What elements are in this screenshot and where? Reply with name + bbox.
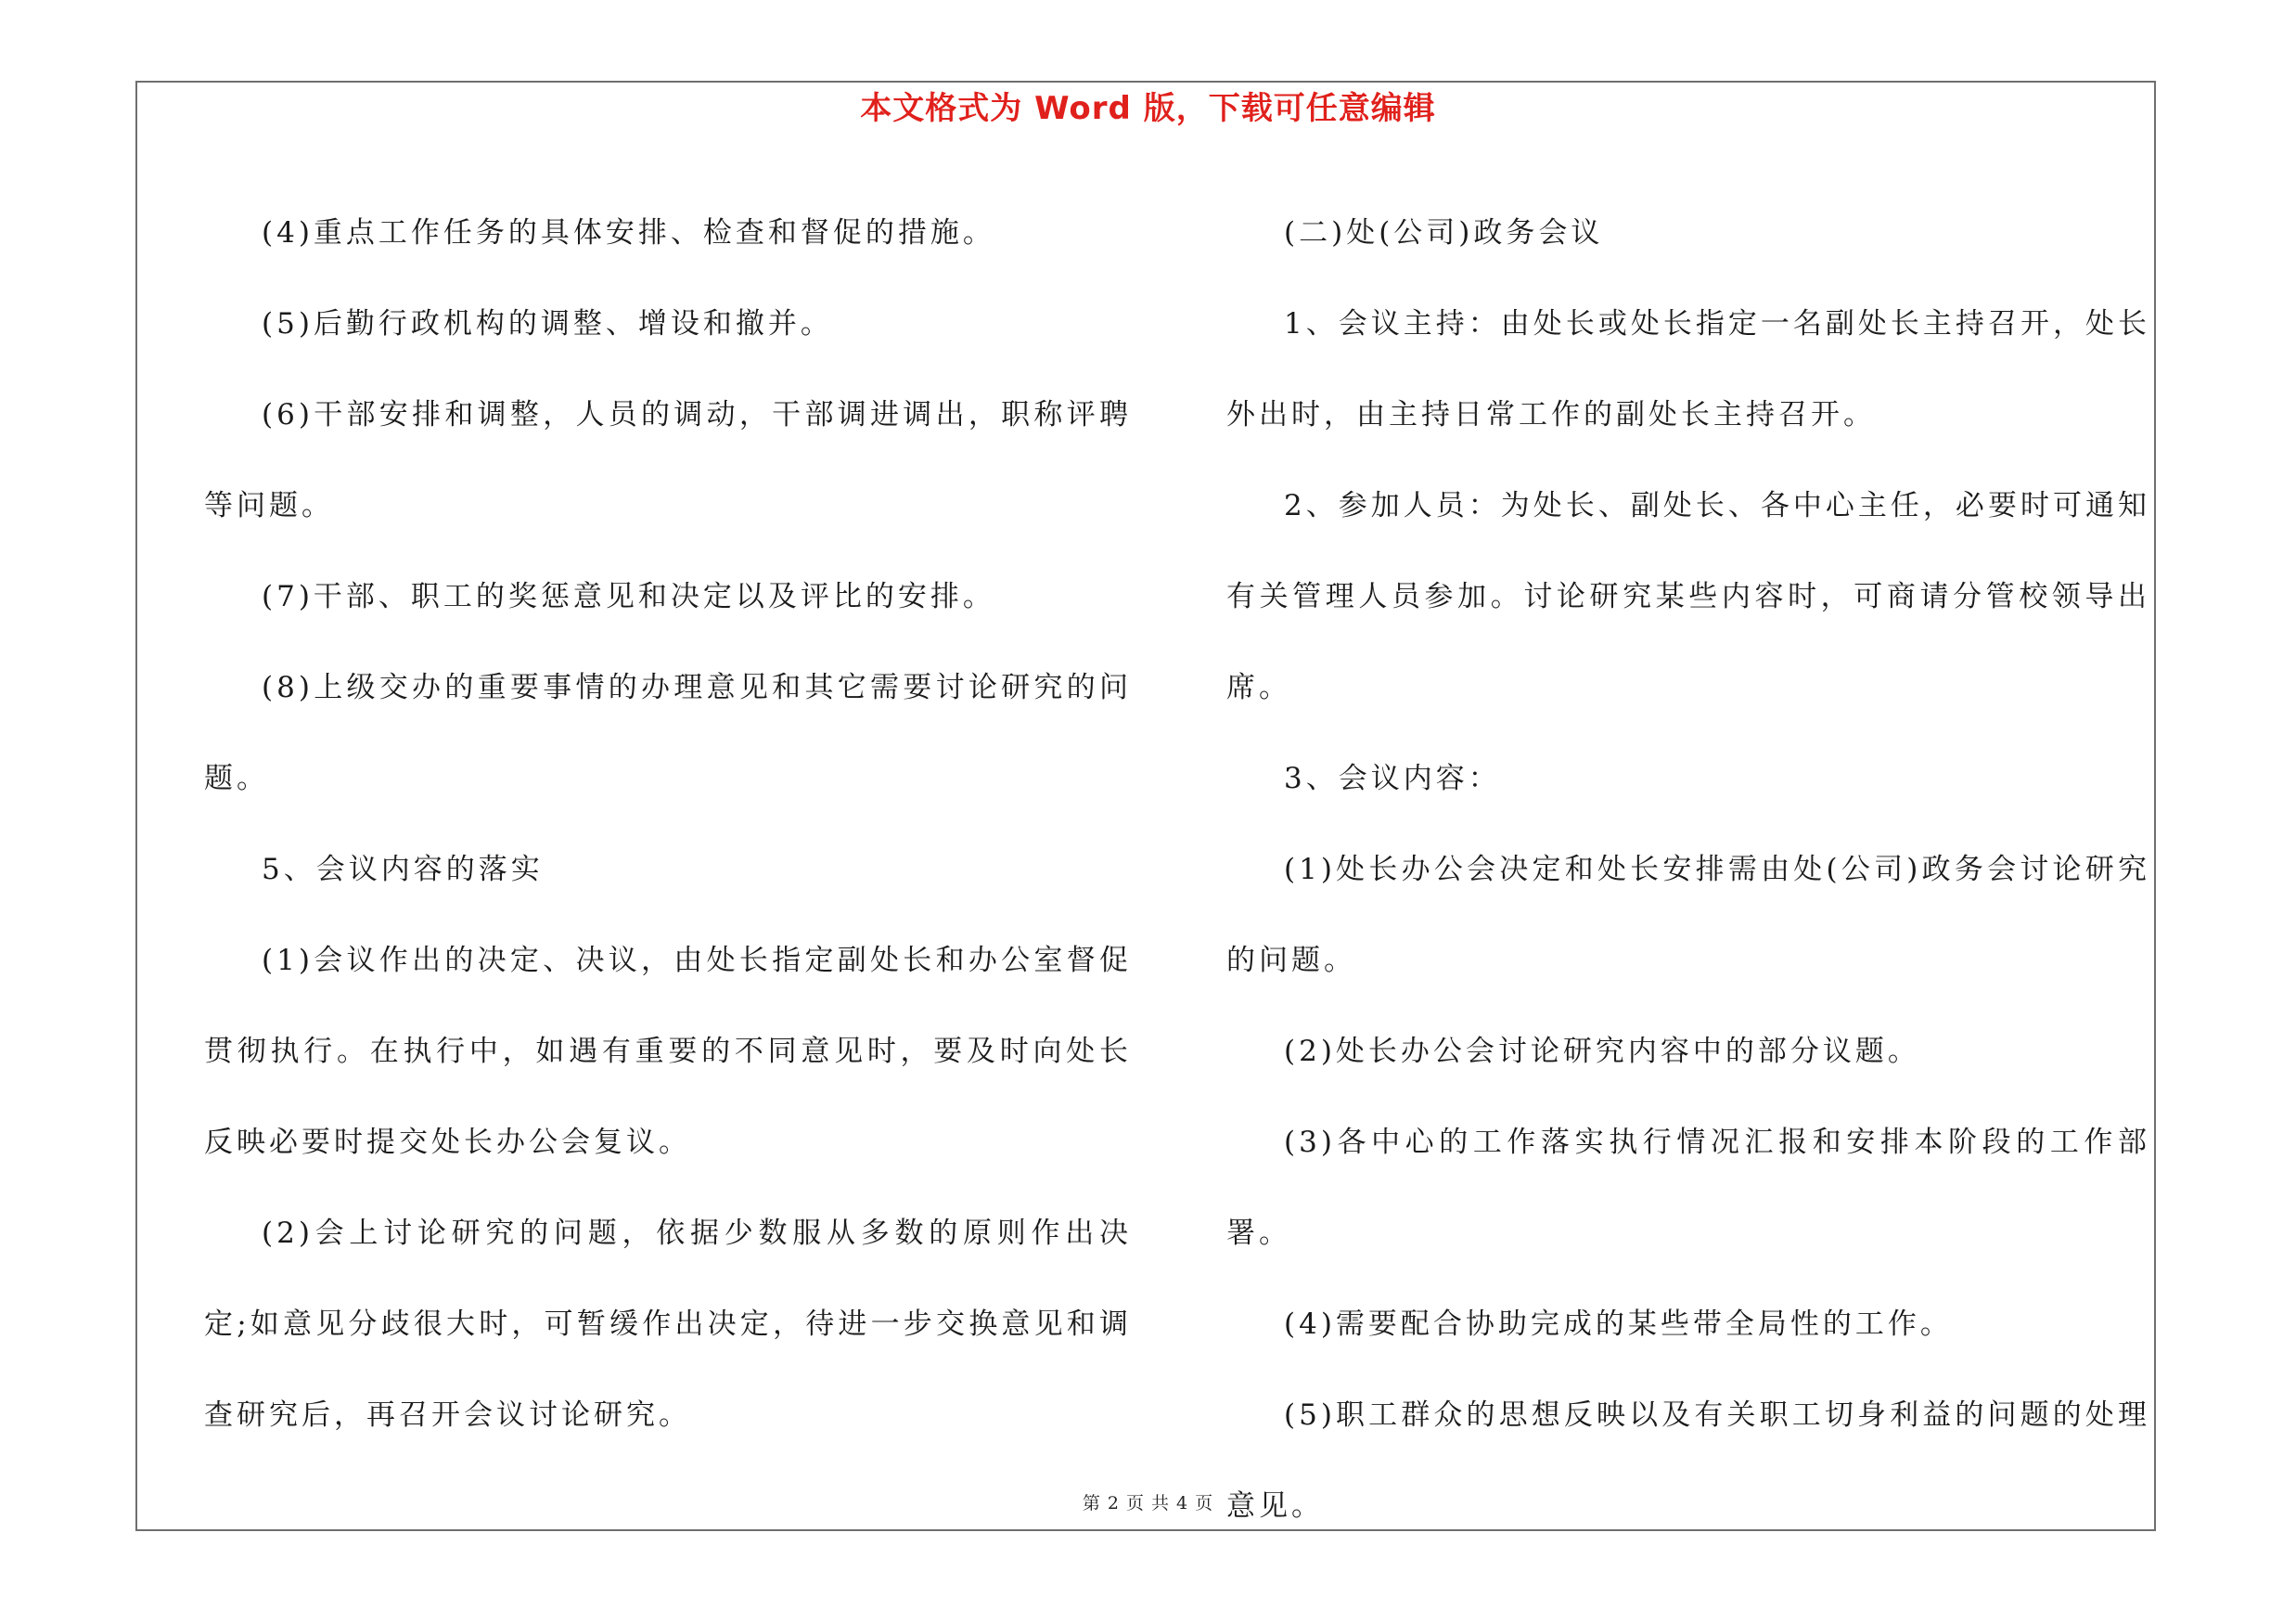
left-text-column (204, 187, 1132, 1461)
paragraph: (2)会上讨论研究的问题，依据少数服从多数的原则作出决定;如意见分歧很大时，可暂缓作出决定，待进一步交换意见和调查研究后，再召开会议讨论研究。 (204, 1217, 1132, 1432)
paragraph: 2、参加人员：为处长、副处长、各中心主任，必要时可通知有关管理人员参加。讨论研究某些内容时，可商请分管校领导出席。 (1226, 489, 2150, 704)
paragraph: (7)干部、职工的奖惩意见和决定以及评比的安排。 (262, 580, 995, 613)
paragraph: (2)处长办公会讨论研究内容中的部分议题。 (1284, 1035, 1920, 1068)
paragraph: 1、会议主持：由处长或处长指定一名副处长主持召开，处长外出时，由主持日常工作的副处长主持召开。 (1226, 307, 2150, 432)
word-format-banner: 本文格式为 Word 版，下载可任意编辑 (860, 90, 1436, 127)
paragraph: (3)各中心的工作落实执行情况汇报和安排本阶段的工作部署。 (1226, 1126, 2150, 1250)
section-heading: 5、会议内容的落实 (262, 853, 544, 886)
paragraph: (4)重点工作任务的具体安排、检查和督促的措施。 (262, 216, 995, 250)
paragraph: (8)上级交办的重要事情的办理意见和其它需要讨论研究的问题。 (204, 671, 1132, 795)
paragraph: (5)职工群众的思想反映以及有关职工切身利益的问题的处理意见。 (1226, 1398, 2150, 1523)
section-heading: 3、会议内容： (1284, 762, 1501, 795)
paragraph: (1)处长办公会决定和处长安排需由处(公司)政务会讨论研究的问题。 (1226, 853, 2150, 977)
paragraph: (1)会议作出的决定、决议，由处长指定副处长和办公室督促贯彻执行。在执行中，如遇有重要的不同意见时，要及时向处长反映必要时提交处长办公会复议。 (204, 944, 1132, 1159)
right-text-column (1226, 187, 2150, 1552)
paragraph: (6)干部安排和调整，人员的调动，干部调进调出，职称评聘等问题。 (204, 398, 1132, 522)
paragraph: (4)需要配合协助完成的某些带全局性的工作。 (1284, 1307, 1953, 1341)
section-heading: (二)处(公司)政务会议 (1284, 216, 1604, 250)
page-number-footer: 第 2 页 共 4 页 (1082, 1493, 1214, 1514)
paragraph: (5)后勤行政机构的调整、增设和撤并。 (262, 307, 833, 341)
